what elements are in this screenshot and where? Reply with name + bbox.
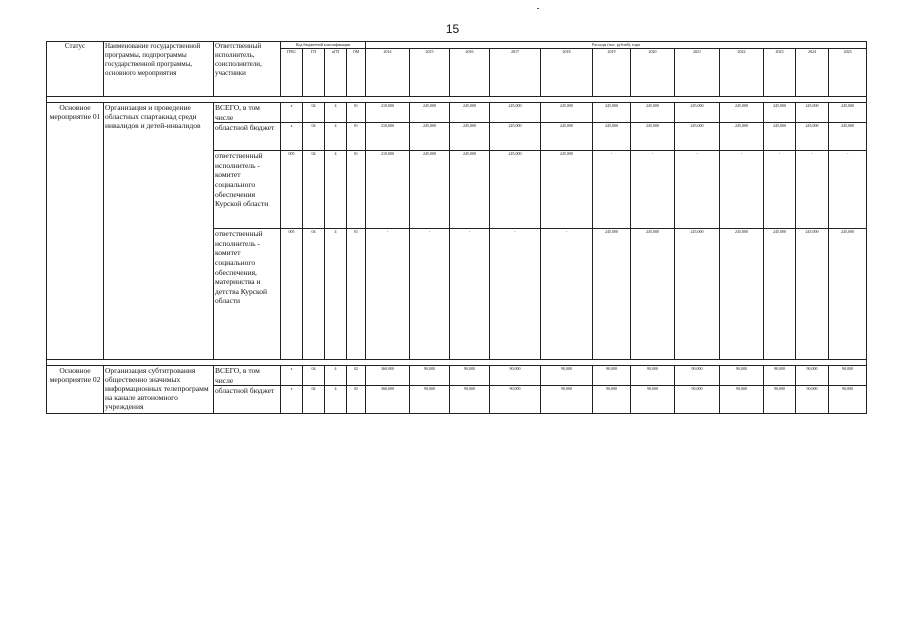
expense-value-cell: -: [490, 229, 541, 360]
expense-value-cell: -: [720, 151, 764, 229]
executor-cell: ВСЕГО, в том числе: [214, 366, 281, 386]
col-status-header: Статус: [47, 42, 104, 97]
executor-cell: областной бюджет: [214, 123, 281, 151]
budget-code-cell: 04: [303, 386, 325, 414]
year-header: 2015: [410, 49, 450, 97]
budget-code-cell: 4: [325, 366, 347, 386]
budget-code-cell: 01: [347, 123, 366, 151]
header-row-top: [47, 42, 867, 49]
expense-value-cell: -: [829, 151, 867, 229]
expense-value-cell: -: [450, 229, 490, 360]
budget-code-cell: 04: [303, 123, 325, 151]
expense-value-cell: 245,000: [450, 151, 490, 229]
col-program-name-header: Наименование государственной программы, подпрограммы государственной программы, основного мероприятия: [104, 42, 214, 97]
activity-status: Основное мероприятие 01: [47, 103, 104, 360]
executor-cell: областной бюджет: [214, 386, 281, 414]
expense-value-cell: 245,000: [490, 151, 541, 229]
expense-value-cell: 245,000: [541, 123, 593, 151]
budget-code-cell: 04: [303, 229, 325, 360]
budget-code-cell: 01: [347, 103, 366, 123]
year-header: 2020: [631, 49, 675, 97]
budget-code-cell: 4: [325, 151, 347, 229]
expense-value-cell: 245,000: [675, 103, 720, 123]
expense-value-cell: 245,000: [764, 229, 796, 360]
code-header: пГП: [325, 49, 347, 97]
budget-code-cell: 01: [347, 151, 366, 229]
expense-value-cell: 245,000: [490, 103, 541, 123]
expense-value-cell: 90,000: [450, 386, 490, 414]
expense-value-cell: 90,000: [675, 386, 720, 414]
expense-value-cell: 245,000: [631, 229, 675, 360]
expense-value-cell: 360,000: [366, 366, 410, 386]
expense-value-cell: -: [541, 229, 593, 360]
expense-value-cell: 245,000: [764, 103, 796, 123]
year-header: 2017: [490, 49, 541, 97]
expense-value-cell: 245,000: [541, 151, 593, 229]
expense-value-cell: 90,000: [720, 386, 764, 414]
expense-value-cell: 245,000: [450, 123, 490, 151]
expense-value-cell: -: [796, 151, 829, 229]
expense-value-cell: 90,000: [541, 386, 593, 414]
year-header: 2021: [675, 49, 720, 97]
budget-code-cell: 04: [303, 103, 325, 123]
budget-code-cell: 005: [281, 229, 303, 360]
expense-value-cell: 245,000: [764, 123, 796, 151]
expense-value-cell: 210,000: [366, 151, 410, 229]
expense-value-cell: 245,000: [720, 123, 764, 151]
expense-value-cell: 245,000: [796, 229, 829, 360]
expense-value-cell: 245,000: [829, 103, 867, 123]
expense-value-cell: 90,000: [593, 386, 631, 414]
expense-value-cell: -: [366, 229, 410, 360]
activity-row: [47, 103, 867, 123]
expense-value-cell: 245,000: [796, 123, 829, 151]
year-header: 2016: [450, 49, 490, 97]
expense-value-cell: -: [593, 151, 631, 229]
expense-value-cell: 245,000: [675, 229, 720, 360]
col-executor-header: Ответственный исполнитель, соисполнители, участники: [214, 42, 281, 97]
expense-value-cell: -: [410, 229, 450, 360]
budget-code-cell: 4: [325, 103, 347, 123]
year-header: 2014: [366, 49, 410, 97]
executor-cell: ответственный исполнитель - комитет социального обеспечения, материнства и детства Курской области: [214, 229, 281, 360]
code-header: ГРБС: [281, 49, 303, 97]
expense-value-cell: 90,000: [796, 366, 829, 386]
expense-value-cell: 90,000: [764, 386, 796, 414]
expense-value-cell: 245,000: [720, 229, 764, 360]
activity-name: Организация и проведение областных спартакиад среди инвалидов и детей-инвалидов: [104, 103, 214, 360]
budget-code-cell: 005: [281, 151, 303, 229]
year-header: 2019: [593, 49, 631, 97]
expense-value-cell: 245,000: [829, 123, 867, 151]
expense-value-cell: 210,000: [366, 103, 410, 123]
budget-code-cell: 04: [303, 151, 325, 229]
year-header: 2023: [764, 49, 796, 97]
expense-value-cell: 90,000: [541, 366, 593, 386]
expense-value-cell: 245,000: [593, 123, 631, 151]
budget-code-cell: х: [281, 123, 303, 151]
expense-value-cell: -: [675, 151, 720, 229]
expense-value-cell: 90,000: [631, 366, 675, 386]
expense-value-cell: 90,000: [829, 386, 867, 414]
expense-value-cell: 360,000: [366, 386, 410, 414]
expense-value-cell: 245,000: [631, 123, 675, 151]
activity-status: Основное мероприятие 02: [47, 366, 104, 414]
budget-code-cell: 4: [325, 229, 347, 360]
expense-value-cell: 90,000: [450, 366, 490, 386]
budget-code-cell: х: [281, 386, 303, 414]
year-header: 2018: [541, 49, 593, 97]
expense-value-cell: 245,000: [541, 103, 593, 123]
code-header: ОМ: [347, 49, 366, 97]
expense-value-cell: 90,000: [764, 366, 796, 386]
expense-value-cell: 245,000: [796, 103, 829, 123]
expense-value-cell: 90,000: [490, 386, 541, 414]
year-header: 2025: [829, 49, 867, 97]
expense-value-cell: 245,000: [410, 103, 450, 123]
expense-value-cell: 210,000: [366, 123, 410, 151]
expense-value-cell: 90,000: [410, 366, 450, 386]
budget-code-header: Код бюджетной классификации: [281, 42, 366, 49]
budget-code-cell: 02: [347, 366, 366, 386]
expense-value-cell: 90,000: [720, 366, 764, 386]
activity-name: Организация субтитрования общественно значимых информационных телепрограмм на канале автономного учреждения: [104, 366, 214, 414]
expense-value-cell: 245,000: [410, 151, 450, 229]
expense-value-cell: 245,000: [675, 123, 720, 151]
budget-table: [46, 41, 867, 414]
expense-value-cell: 245,000: [631, 103, 675, 123]
expense-value-cell: 90,000: [593, 366, 631, 386]
budget-code-cell: х: [281, 103, 303, 123]
budget-code-cell: 02: [347, 386, 366, 414]
expense-value-cell: 90,000: [631, 386, 675, 414]
expenses-header: Расходы (тыс. рублей), годы: [366, 42, 867, 49]
expense-value-cell: 90,000: [829, 366, 867, 386]
expense-value-cell: -: [764, 151, 796, 229]
code-header: ГП: [303, 49, 325, 97]
activity-row: [47, 366, 867, 386]
expense-value-cell: 245,000: [410, 123, 450, 151]
expense-value-cell: 245,000: [450, 103, 490, 123]
executor-cell: ответственный исполнитель - комитет социального обеспечения Курской области: [214, 151, 281, 229]
expense-value-cell: 245,000: [593, 103, 631, 123]
year-header: 2024: [796, 49, 829, 97]
budget-code-cell: 01: [347, 229, 366, 360]
expense-value-cell: 90,000: [410, 386, 450, 414]
budget-code-cell: х: [281, 366, 303, 386]
expense-value-cell: 90,000: [675, 366, 720, 386]
expense-value-cell: -: [631, 151, 675, 229]
expense-value-cell: 245,000: [720, 103, 764, 123]
expense-value-cell: 245,000: [490, 123, 541, 151]
page-number: 15: [445, 22, 460, 36]
expense-value-cell: 245,000: [593, 229, 631, 360]
executor-cell: ВСЕГО, в том числе: [214, 103, 281, 123]
expense-value-cell: 90,000: [796, 386, 829, 414]
expense-value-cell: 90,000: [490, 366, 541, 386]
budget-code-cell: 4: [325, 386, 347, 414]
budget-code-cell: 04: [303, 366, 325, 386]
budget-code-cell: 4: [325, 123, 347, 151]
expense-value-cell: 245,000: [829, 229, 867, 360]
scan-speck: [537, 8, 539, 9]
year-header: 2022: [720, 49, 764, 97]
